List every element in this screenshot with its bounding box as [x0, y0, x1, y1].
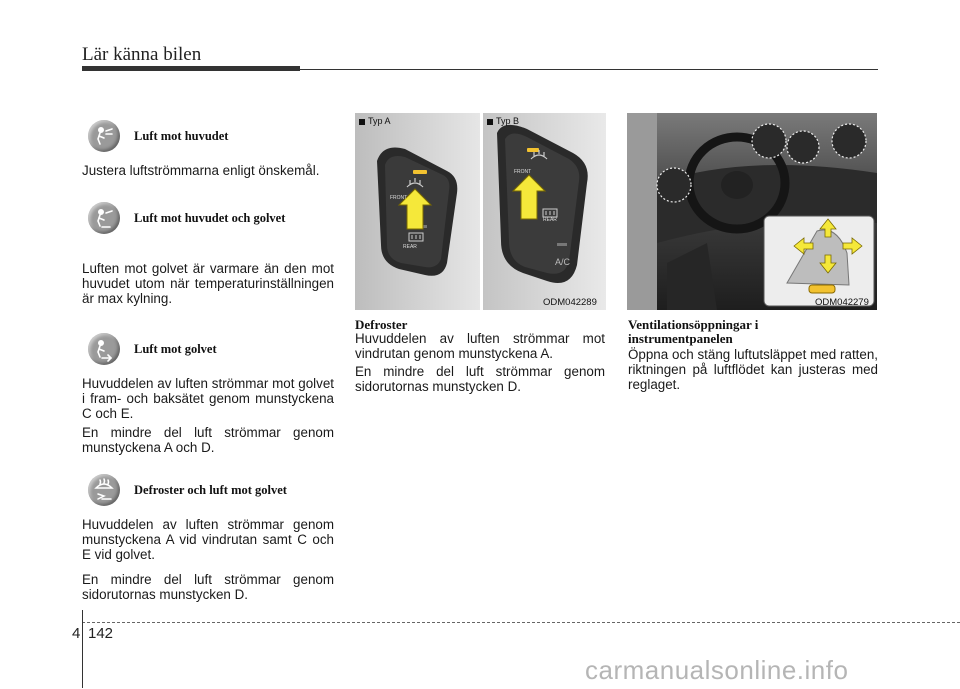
paragraph-defrost-floor-2: En mindre del luft strömmar genom sidorutornas munstycken D.: [82, 572, 334, 602]
control-panel-type-b: [483, 113, 606, 310]
header-rule-thin: [300, 69, 878, 70]
section-title-defroster: Defroster: [355, 317, 408, 332]
paragraph-vents: Öppna och stäng luftutsläppet med ratten, riktningen på luftflödet kan justeras med reglaget.: [628, 347, 878, 392]
bi-level-vent-icon: [88, 202, 120, 234]
floor-vent-icon: [88, 333, 120, 365]
section-title-vents-line1: Ventilationsöppningar i: [628, 317, 759, 332]
panel-a-label-text: Typ A: [368, 116, 391, 126]
panel-b-ac-label: A/C: [555, 257, 571, 267]
panel-b-front-label: FRONT: [514, 169, 532, 175]
mode-label-face: Luft mot huvudet: [134, 129, 229, 143]
page-number: 142: [88, 625, 114, 642]
panel-a-rear-label: REAR: [403, 244, 417, 250]
panel-b-label-text: Typ B: [496, 116, 520, 126]
chapter-number: 4: [72, 625, 81, 642]
paragraph-bi-level: Luften mot golvet är varmare än den mot huvudet utom när temperaturinställningen är max kylning.: [82, 261, 334, 306]
dashboard-vents-photo: [627, 113, 877, 310]
header-rule-thick: [82, 66, 300, 71]
face-vent-icon: [88, 120, 120, 152]
section-title-vents-line2: instrumentpanelen: [628, 331, 733, 346]
paragraph-floor-1: Huvuddelen av luften strömmar mot golvet i fram- och baksätet genom munstyckena C och E.: [82, 376, 334, 421]
page-header-title: Lär känna bilen: [82, 44, 202, 65]
figure-caption-right: ODM042279: [815, 297, 869, 308]
paragraph-defroster-1: Huvuddelen av luften strömmar mot vindrutan genom munstyckena A.: [355, 331, 605, 361]
panel-a-front-label: FRONT: [390, 195, 408, 201]
footer-rule: [82, 622, 960, 623]
defrost-floor-icon: [88, 474, 120, 506]
panel-a-label: [359, 116, 391, 126]
mode-label-bi-level: Luft mot huvudet och golvet: [134, 211, 286, 225]
mode-label-defrost-floor: Defroster och luft mot golvet: [134, 483, 287, 497]
control-panel-type-a: [355, 113, 480, 310]
paragraph-face: Justera luftströmmarna enligt önskemål.: [82, 163, 320, 178]
paragraph-defroster-2: En mindre del luft strömmar genom sidorutornas munstycken D.: [355, 364, 605, 394]
paragraph-defrost-floor-1: Huvuddelen av luften strömmar genom munstyckena A vid vindrutan samt C och E vid golvet.: [82, 517, 334, 562]
figure-caption-middle: ODM042289: [543, 297, 597, 308]
mode-label-floor: Luft mot golvet: [134, 342, 217, 356]
panel-b-label: [487, 116, 519, 126]
watermark-text: carmanualsonline.info: [585, 655, 849, 685]
footer-vertical-line: [82, 610, 83, 688]
panel-b-rear-label: REAR: [543, 217, 557, 223]
paragraph-floor-2: En mindre del luft strömmar genom munstyckena A och D.: [82, 425, 334, 455]
